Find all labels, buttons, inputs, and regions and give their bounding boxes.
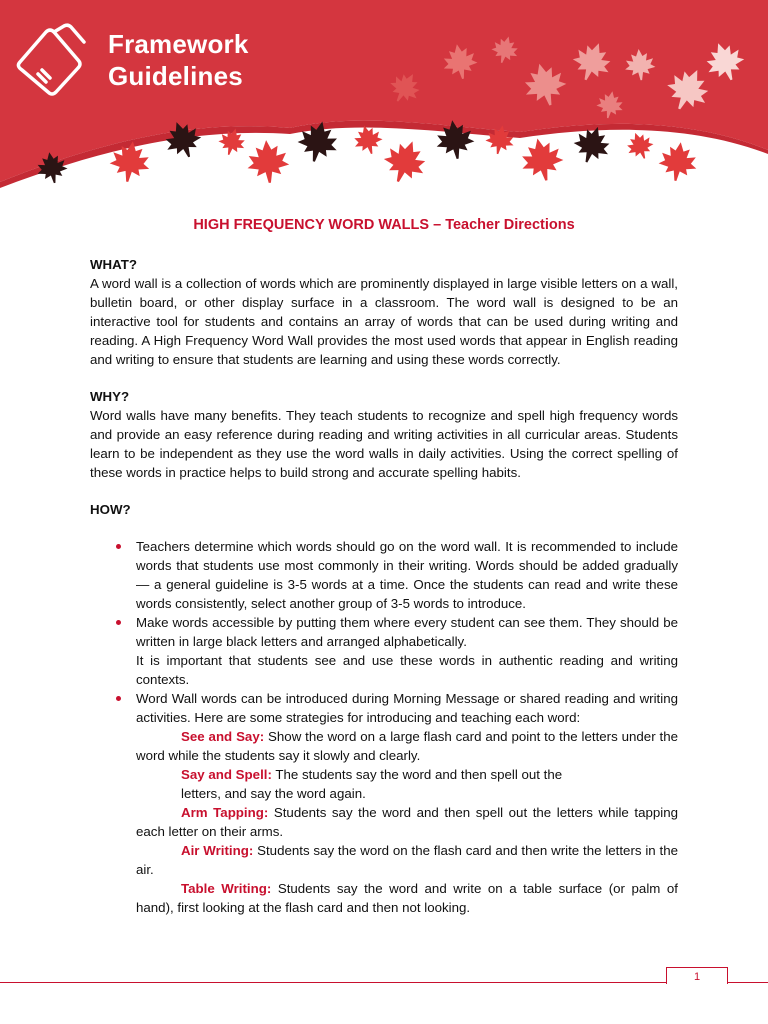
list-item xyxy=(136,613,678,689)
how-heading: HOW? xyxy=(90,502,131,517)
what-heading: WHAT? xyxy=(90,257,138,272)
strategy-table-writing xyxy=(136,879,678,917)
bullet-2-note: It is important that students see and use these words in authentic reading and writing contexts. xyxy=(136,653,678,687)
strategy-label: Table Writing: xyxy=(181,881,272,896)
brand-name xyxy=(108,28,249,92)
what-paragraph: A word wall is a collection of words which are prominently displayed in large visible letters on a wall, bulletin board, or other display surface in a classroom. The word wall is designed to be an interactive tool for students and contains an array of words that can be used during writing and reading. A High Frequency Word Wall provides the most used words that appear in English reading and writing to ensure that students are learning and using these words correctly. xyxy=(90,276,678,367)
document-body xyxy=(90,214,678,917)
why-heading: WHY? xyxy=(90,389,130,404)
strategy-say-and-spell xyxy=(136,765,678,803)
strategy-label: See and Say: xyxy=(181,729,265,744)
strategy-text: Show the word on a large flash card and point to the letters under the word while the students say it slowly and clearly. xyxy=(136,729,678,763)
bullet-2-text: Make words accessible by putting them where every student can see them. They should be written in large black letters and arranged alphabetically. xyxy=(136,615,678,649)
how-list xyxy=(90,537,678,917)
strategy-label: Air Writing: xyxy=(181,843,254,858)
brand-line-2: Guidelines xyxy=(108,61,243,91)
strategy-text: Students say the word and then spell out the letters while tapping each letter on their arms. xyxy=(136,805,678,839)
strategy-arm-tapping xyxy=(136,803,678,841)
footer-rule xyxy=(0,982,768,983)
strategy-text-continued: letters, and say the word again. xyxy=(181,786,366,801)
brand-line-1: Framework xyxy=(108,29,249,59)
strategy-text: Students say the word and write on a table surface (or palm of hand), first looking at the flash card and then not looking. xyxy=(136,881,678,915)
strategy-air-writing xyxy=(136,841,678,879)
list-item xyxy=(136,537,678,613)
bullet-3-text: Word Wall words can be introduced during Morning Message or shared reading and writing activities. Here are some strategies for introducing and teaching each word: xyxy=(136,691,678,725)
brand xyxy=(12,22,249,98)
folder-icon xyxy=(12,22,96,98)
strategy-label: Say and Spell: xyxy=(181,767,272,782)
header-banner xyxy=(0,0,768,200)
list-item xyxy=(136,689,678,917)
page-number: 1 xyxy=(666,967,728,984)
bullet-1-text: Teachers determine which words should go on the word wall. It is recommended to include words that students use most commonly in their writing. Words should be added gradually — a general guideline is 3-5 words at a time. Once the students can read and write these words consistently, select another group of 3-5 words to introduce. xyxy=(136,539,678,611)
strategy-text: The students say the word and then spell out the xyxy=(271,767,563,782)
page-title: HIGH FREQUENCY WORD WALLS – Teacher Directions xyxy=(193,217,575,233)
strategy-label: Arm Tapping: xyxy=(181,805,269,820)
why-paragraph: Word walls have many benefits. They teach students to recognize and spell high frequency words and provide an easy reference during reading and writing activities in all curricular areas. Students learn to be independent as they use the word walls in daily activities. Using the correct spelling of these words in practice helps to build strong and accurate spelling habits. xyxy=(90,408,678,480)
strategy-text: Students say the word on the flash card and then write the letters in the air. xyxy=(136,843,679,877)
strategy-see-and-say xyxy=(136,727,678,765)
